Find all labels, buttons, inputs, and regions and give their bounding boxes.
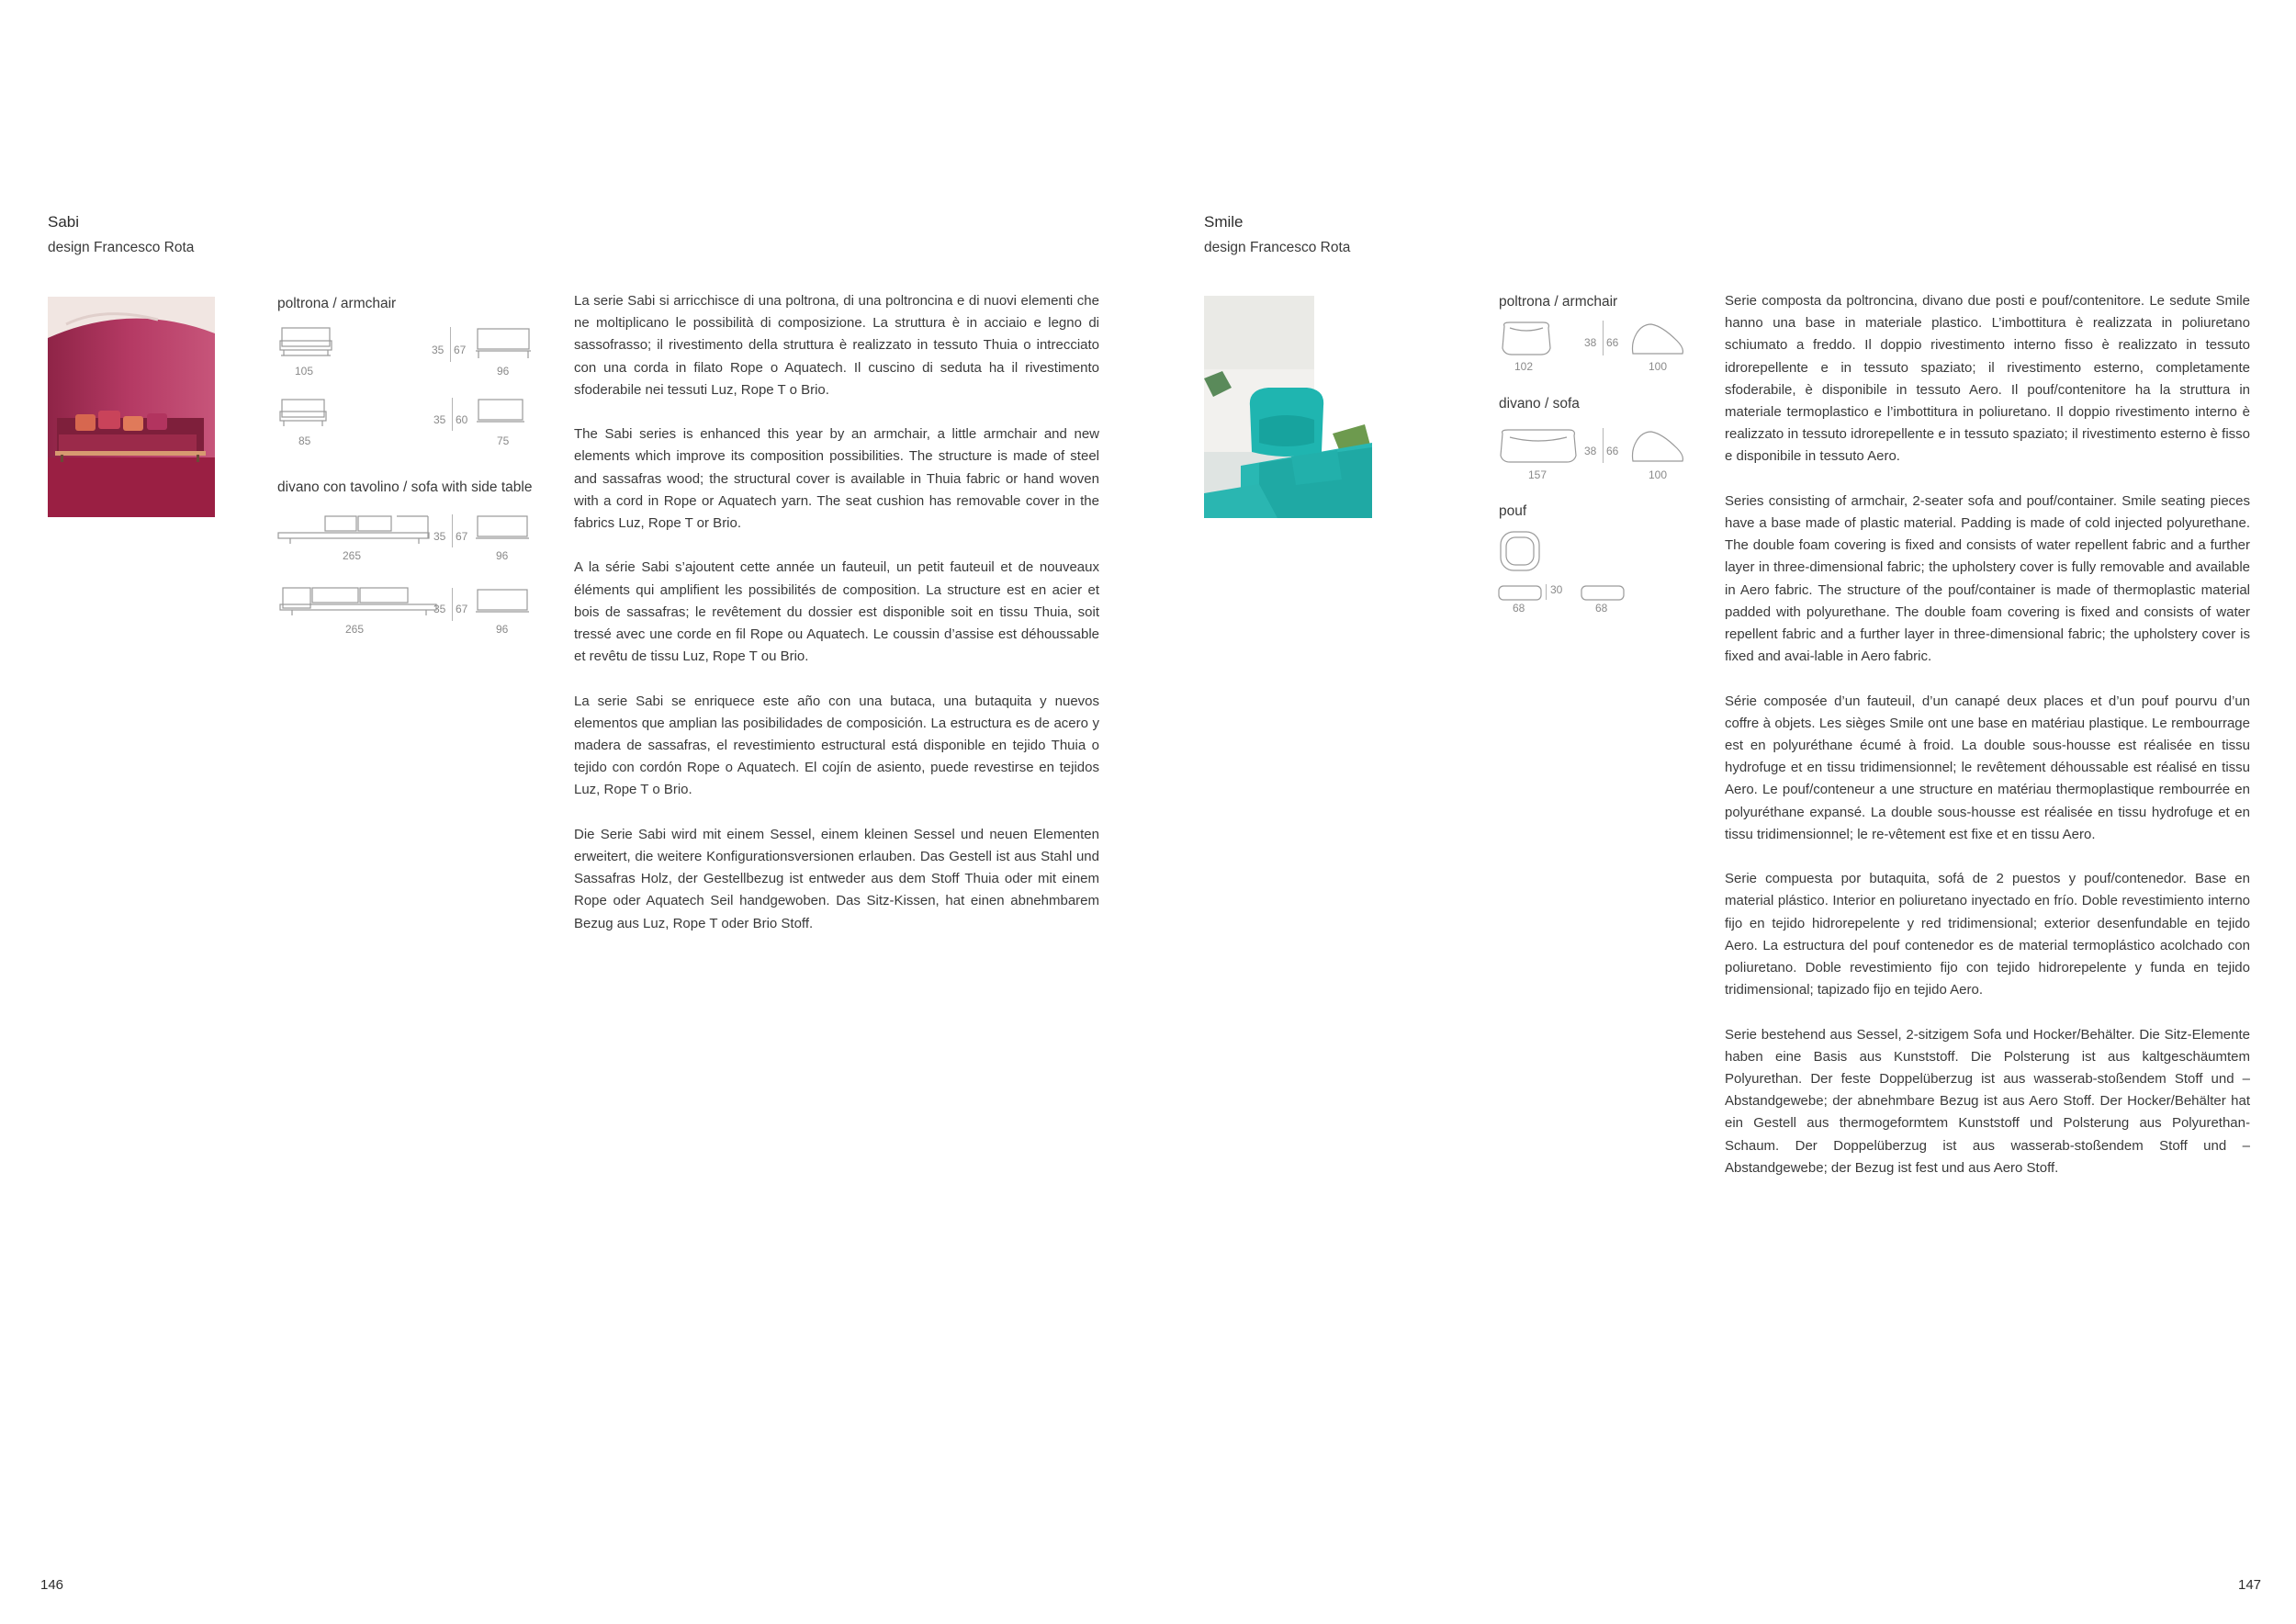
sabi-paragraph-it: La serie Sabi si arricchisce di una poltrona, di una poltroncina e di nuovi elementi che ne moltiplicano le possibilità di composizione. La struttura è in acciaio e legno di sassofrasso; il rivestimento della struttura è realizzato in tessuto Thuia o intrecciato con una corda in filato Rope o Aquatech. Il cuscino di seduta ha il rivestimento sfoderabile nei tessuti Luz, Rope T o Brio. [574,293,1099,398]
sabi-sofa-table-side-icon [475,588,530,623]
sabi-sofa-front-icon [277,514,432,549]
smile-armchair-label: poltrona / armchair [1499,294,1618,310]
sabi-sofa2-height1: 35 [433,603,446,615]
smile-armchair-depth: 100 [1649,360,1668,373]
smile-designer: design Francesco Rota [1204,240,1351,255]
dim-divider [1603,321,1604,355]
sabi-designer: design Francesco Rota [48,240,195,255]
sabi-armchair2-depth: 75 [497,434,510,447]
sabi-sofa-table-front-icon [279,586,437,621]
sabi-little-armchair-front-icon [279,398,327,431]
sabi-armchair2-height1: 35 [433,413,446,426]
smile-paragraph-it: Serie composta da poltroncina, divano due posti e pouf/contenitore. Le sedute Smile hanno una base in materiale plastico. L’imbottitura è realizzata in poliuretano schiumato a freddo. Il doppio rivestimento interno fisso è realizzato in tessuto idrorepellente e in tessuto spaziato; il rivestimento esterno, completamente sfoderabile, è disponibile in tessuto Aero. Il pouf/contenitore ha la struttura in materiale termoplastico e l’imbottitura in poliuretano. Il doppio rivestimento interno è realizzato in tessuto idrorepellente e in tessuto spaziato; il rivestimento esterno è fisso e disponibile in tessuto Aero. [1725,293,2250,465]
smile-pouf-depth: 68 [1595,602,1608,615]
smile-armchair-front-icon [1499,321,1554,357]
sabi-paragraph-fr: A la série Sabi s’ajoutent cette année un fauteuil, un petit fauteuil et de nouveaux éléments qui amplifient les possibilités de composition. La structure est en acier et bois de sassafras; le revêtement du dossier est disponible soit en tissu Thuia, soit tressé avec une corde en fil Rope ou Aquatech. Le coussin d’assise est déhoussable et revêtu de tissu Luz, Rope T ou Brio. [574,559,1099,665]
sabi-sofa-label: divano con tavolino / sofa with side table [277,479,533,495]
sabi-armchair-side-icon [475,327,532,362]
smile-armchair-photo [1204,296,1372,518]
sabi-armchair2-width: 85 [298,434,311,447]
sabi-armchair1-height2: 67 [454,344,467,356]
smile-armchair-height1: 38 [1584,336,1597,349]
sabi-sofa2-depth: 96 [496,623,509,636]
sabi-paragraph-es: La serie Sabi se enriquece este año con una butaca, una butaquita y nuevos elementos que amplian las posibilidades de composición. La estructura es de acero y madera de sassafras, el revestimiento estructural está disponible en tejido Thuia o tejido con cordón Rope o Aquatech. El cojín de asiento, puede revestirse en tejidos Luz, Rope T o Brio. [574,693,1099,798]
sabi-sofa1-height1: 35 [433,530,446,543]
smile-armchair-side-icon [1629,321,1686,357]
dim-divider [450,327,451,362]
smile-pouf-width: 68 [1513,602,1525,615]
smile-sofa-side-icon [1629,428,1686,465]
dim-divider [1546,584,1547,600]
smile-armchair-width: 102 [1514,360,1534,373]
smile-paragraph-en: Series consisting of armchair, 2-seater sofa and pouf/container. Smile seating pieces have a base made of plastic material. Padding is made of cold injected polyurethane. The double foam covering is fixed and consists of water repellent fabric and a further layer in three-dimensional fabric; the upholstery cover is fully removable and available in Aero fabric. The structure of the pouf/container is made of thermoplastic material padded with polyurethane. The double foam covering is fixed and consists of water repellent fabric and a further layer in three-dimensional fabric; the upholstery cover is fixed and avai-lable in Aero fabric. [1725,492,2250,665]
smile-pouf-label: pouf [1499,503,1527,519]
smile-paragraph-es: Serie compuesta por butaquita, sofá de 2 puestos y pouf/contenedor. Base en material plástico. Interior en poliuretano inyectado en frío. Doble revestimiento interno fijo en tejido hidrorepelente y red tridimensional; exterior desenfundable en tejido Aero. La estructura del pouf contenedor es de material termoplástico acolchado con poliuretano. Doble revestimiento fijo con tejido hidrorepelente y funda en tejido tridimensional; tapizado fijo en tejido Aero. [1725,871,2250,998]
smile-sofa-height1: 38 [1584,445,1597,457]
smile-paragraph-fr: Série composée d’un fauteuil, d’un canapé deux places et d’un pouf pourvu d’un coffre à objets. Les sièges Smile ont une base en matériau plastique. Le rembourrage est en polyuréthane écumé à froid. La double sous-housse est réalisée en tissu hydrofuge et en tissu tridimensionnel; le revêtement déhoussable est réalisé en tissu Aero. Le pouf/conteneur a une structure en matériau thermoplastique rembourrée en polyuréthane expansé. La double sous-housse est réalisée en tissu hydrofuge et en tissu tridimensionnel; le re-vêtement est fixe et en tissu Aero. [1725,693,2250,842]
smile-sofa-height2: 66 [1606,445,1619,457]
sabi-armchair2-height2: 60 [456,413,468,426]
sabi-sofa-photo [48,297,215,517]
smile-description [1725,290,2250,1201]
page-number-right: 147 [2238,1577,2262,1593]
dim-divider [1603,428,1604,463]
sabi-sofa1-width: 265 [343,549,362,562]
sabi-paragraph-de: Die Serie Sabi wird mit einem Sessel, einem kleinen Sessel und neuen Elementen erweitert, die weitere Konfigurationsversionen erlauben. Das Gestell ist aus Stahl und Sassafras Holz, der Gestellbezug ist entweder aus dem Stoff Thuia oder mit einem Rope oder Aquatech Seil handgewoben. Das Sitz-Kissen, hat einen abnehmbarem Bezug aus Luz, Rope T oder Brio Stoff. [574,826,1099,931]
smile-pouf-top-icon [1499,530,1541,572]
dim-divider [452,514,453,547]
smile-pouf-front-icon [1497,584,1543,603]
sabi-sofa1-height2: 67 [456,530,468,543]
sabi-description [574,290,1099,957]
smile-sofa-front-icon [1497,428,1580,465]
sabi-armchair1-width: 105 [295,365,314,378]
sabi-sofa2-width: 265 [345,623,365,636]
page-number-left: 146 [40,1577,64,1593]
sabi-armchair1-depth: 96 [497,365,510,378]
smile-sofa-width: 157 [1528,468,1548,481]
dim-divider [452,398,453,431]
sabi-sofa2-height2: 67 [456,603,468,615]
sabi-title: Sabi [48,213,80,231]
sabi-sofa-side-icon [475,514,530,549]
sabi-armchair-front-icon [279,326,332,361]
sabi-little-armchair-side-icon [476,398,525,431]
sabi-paragraph-en: The Sabi series is enhanced this year by an armchair, a little armchair and new elements which improve its composition possibilities. The structure is made of steel and sassafras wood; the structural cover is available in Thuia fabric or hand woven with a cord in Rope or Aquatech yarn. The seat cushion has removable cover in the fabrics Luz, Rope T or Brio. [574,426,1099,532]
smile-title: Smile [1204,213,1244,231]
sabi-armchair-label: poltrona / armchair [277,296,397,311]
smile-paragraph-de: Serie bestehend aus Sessel, 2-sitzigem Sofa und Hocker/Behälter. Die Sitz-Elemente haben eine Basis aus Kunststoff. Die Polsterung ist aus kaltgeschäumtem Polyurethan. Der feste Doppelüberzug ist aus wasserab-stoßendem Stoff und –Abstandgewebe; der abnehmbare Bezug ist aus Aero Stoff. Der Hocker/Behälter hat ein Gestell aus thermogeformtem Kunststoff und Polsterung aus Polyurethan-Schaum. Der Doppelüberzug ist aus wasserab-stoßendem Stoff und –Abstandgewebe; der Bezug ist fest und aus Aero Stoff. [1725,1026,2250,1176]
smile-sofa-depth: 100 [1649,468,1668,481]
sabi-armchair1-height1: 35 [432,344,445,356]
sabi-sofa1-depth: 96 [496,549,509,562]
smile-sofa-label: divano / sofa [1499,396,1580,412]
dim-divider [452,588,453,621]
smile-pouf-side-icon [1580,584,1626,603]
smile-pouf-height: 30 [1550,583,1563,596]
smile-armchair-height2: 66 [1606,336,1619,349]
